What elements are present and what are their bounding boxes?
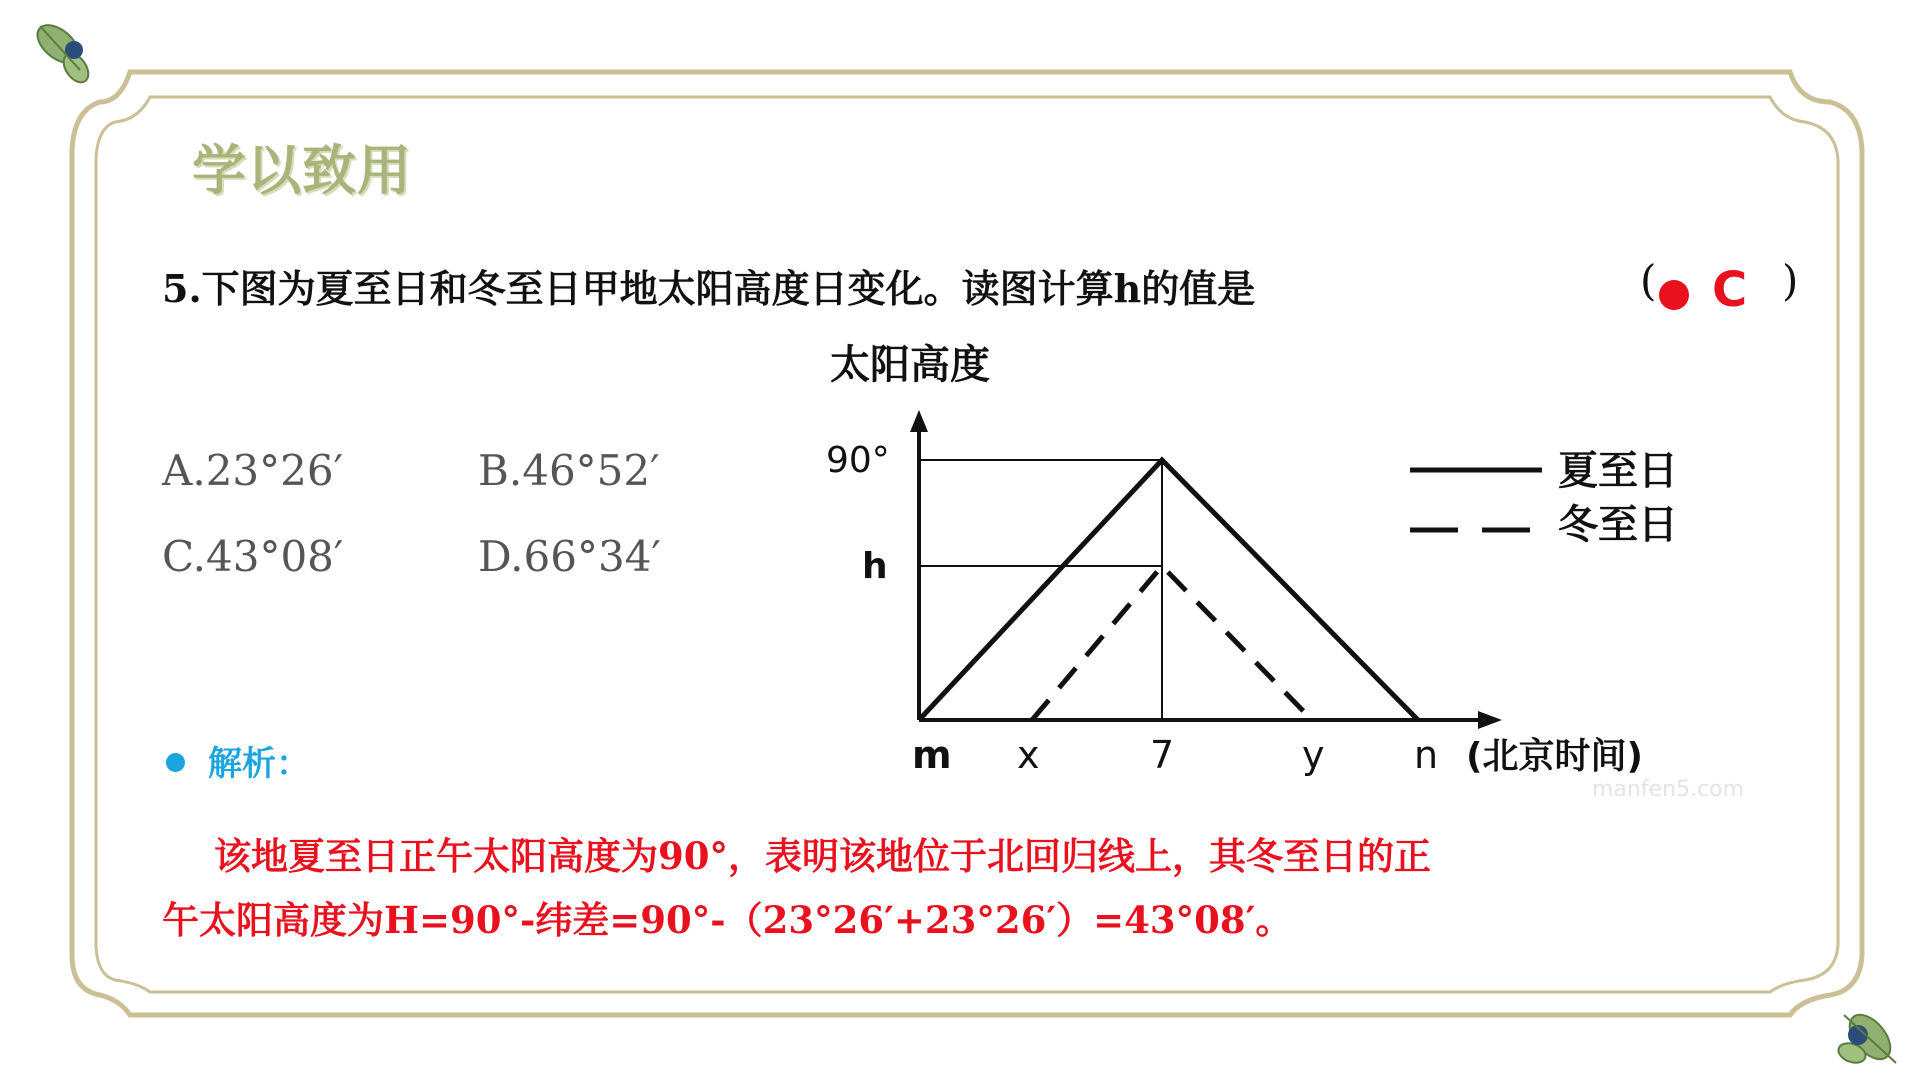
answer-paren-open: ( — [1640, 256, 1657, 305]
summer-solstice-line — [919, 460, 1418, 720]
option-b — [478, 446, 660, 495]
option-a-value: 23°26′ — [205, 446, 344, 495]
option-c-label: C. — [162, 532, 206, 581]
legend-winter-label: 冬至日 — [1558, 502, 1678, 548]
x-tick-x: x — [1017, 733, 1040, 777]
analysis-label: 解析： — [208, 744, 310, 784]
option-b-label: B. — [478, 446, 523, 495]
leaf-decoration-icon — [1830, 995, 1910, 1075]
explanation-line-2: 午太阳高度为H=90°-纬差=90°-（23°26′+23°26′）=43°08′。 — [162, 898, 1293, 942]
sun-altitude-diagram — [822, 340, 1792, 800]
option-a — [162, 446, 343, 495]
x-tick-y: y — [1302, 733, 1325, 777]
x-axis-label: (北京时间) — [1466, 736, 1643, 777]
y-axis-label: 太阳高度 — [830, 342, 990, 388]
x-tick-n: n — [1414, 733, 1439, 777]
x-tick-7: 7 — [1150, 733, 1175, 777]
question-text: 5.下图为夏至日和冬至日甲地太阳高度日变化。读图计算h的值是 — [162, 266, 1256, 311]
diagram-watermark: manfen5.com — [1592, 777, 1745, 800]
option-b-value: 46°52′ — [522, 446, 660, 495]
option-d — [478, 532, 661, 581]
option-a-label: A. — [162, 446, 206, 495]
leaf-decoration-icon — [22, 12, 102, 92]
y-axis-arrow-icon — [910, 410, 928, 432]
winter-solstice-line — [1032, 566, 1312, 720]
tick-90: 90° — [826, 440, 890, 481]
answer-bullet — [1659, 280, 1689, 310]
x-axis-arrow-icon — [1478, 711, 1502, 729]
option-c — [162, 532, 343, 581]
answer-letter: C — [1712, 262, 1748, 318]
option-c-value: 43°08′ — [206, 532, 344, 581]
slide-title: 学以致用 — [192, 139, 412, 202]
option-d-label: D. — [478, 532, 524, 581]
analysis-bullet — [166, 753, 185, 772]
legend-summer-label: 夏至日 — [1558, 448, 1678, 494]
explanation-line-1: 该地夏至日正午太阳高度为90°，表明该地位于北回归线上，其冬至日的正 — [214, 834, 1431, 878]
x-tick-m: m — [912, 733, 952, 777]
answer-paren-close: ) — [1782, 256, 1799, 305]
tick-h: h — [862, 546, 888, 587]
option-d-value: 66°34′ — [523, 532, 661, 581]
